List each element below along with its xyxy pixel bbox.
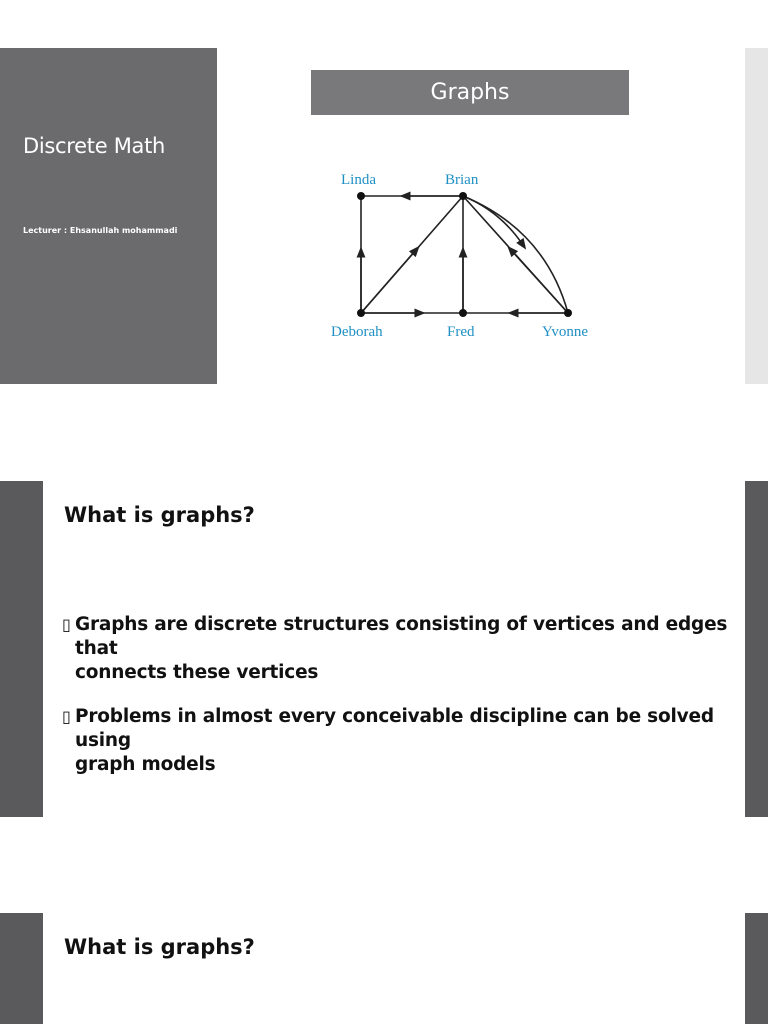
- node-brian: [459, 192, 467, 200]
- title-panel: [0, 48, 217, 384]
- bullet-line-2: graph models: [75, 754, 216, 775]
- banner-title: Graphs: [430, 80, 510, 105]
- bullet-line-1: Graphs are discrete structures consisting of vertices and edges that: [75, 614, 728, 659]
- node-deborah: [357, 309, 365, 317]
- label-deborah: Deborah: [331, 324, 383, 340]
- graphs-banner: [311, 70, 629, 115]
- graph-diagram: [320, 160, 610, 350]
- slide3-right-bar: [745, 913, 768, 1024]
- lecturer-name: Lecturer : Ehsanullah mohammadi: [23, 226, 178, 235]
- next-slide-edge: [745, 48, 768, 384]
- course-title: Discrete Math: [23, 134, 166, 158]
- bullet-icon: ▯: [62, 615, 71, 634]
- slide2-right-bar: [745, 481, 768, 817]
- bullet-line-1: Problems in almost every conceivable discipline can be solved using: [75, 706, 714, 751]
- bullet-line-2: connects these vertices: [75, 662, 319, 683]
- slide2-heading: What is graphs?: [64, 503, 255, 527]
- label-fred: Fred: [447, 324, 475, 340]
- bullet-icon: ▯: [62, 707, 71, 726]
- node-fred: [459, 309, 467, 317]
- slide3-heading: What is graphs?: [64, 935, 255, 959]
- bullet-item: [62, 613, 732, 685]
- bullet-item: [62, 705, 732, 777]
- slide2-left-bar: [0, 481, 43, 817]
- node-yvonne: [564, 309, 572, 317]
- label-yvonne: Yvonne: [542, 324, 588, 340]
- label-brian: Brian: [445, 172, 479, 188]
- node-linda: [357, 192, 365, 200]
- label-linda: Linda: [341, 172, 376, 188]
- slide3-left-bar: [0, 913, 43, 1024]
